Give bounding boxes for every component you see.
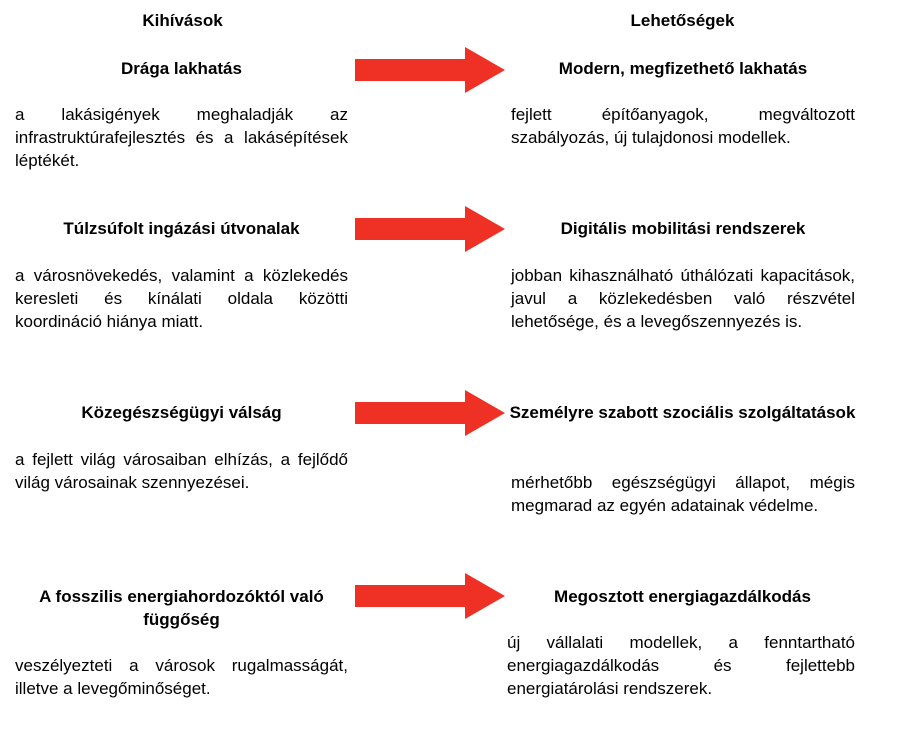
challenge-title: Közegészségügyi válság xyxy=(81,403,282,422)
opportunity-description: jobban kihasználható úthálózati kapacitások, javul a közlekedésben való részvétel lehetősége, és a levegőszennyezés is. xyxy=(511,266,855,331)
opportunity-title: Digitális mobilitási rendszerek xyxy=(560,219,806,238)
challenge-title: A fosszilis energiahordozóktól való függőség xyxy=(39,587,324,629)
arrow-shape xyxy=(355,47,505,93)
opportunities-header: Lehetőségek xyxy=(630,11,735,30)
opportunity-description: fejlett építőanyagok, megváltozott szabályozás, új tulajdonosi modellek. xyxy=(511,105,855,147)
challenge-description: a fejlett világ városaiban elhízás, a fejlődő világ városainak szennyezései. xyxy=(15,450,348,492)
opportunity-description: mérhetőbb egészségügyi állapot, mégis megmarad az egyén adatainak védelme. xyxy=(511,473,855,515)
challenge-title: Drága lakhatás xyxy=(121,59,242,78)
opportunity-description: új vállalati modellek, a fenntartható energiagazdálkodás és fejlettebb energiatárolási rendszerek. xyxy=(507,633,855,698)
arrow-shape xyxy=(355,390,505,436)
arrow-right-icon xyxy=(355,206,505,252)
challenge-description: veszélyezteti a városok rugalmasságát, illetve a levegőminőséget. xyxy=(15,656,348,698)
challenge-title: Túlzsúfolt ingázási útvonalak xyxy=(63,219,300,238)
challenges-header: Kihívások xyxy=(142,11,223,30)
arrow-right-icon xyxy=(355,573,505,619)
arrow-shape xyxy=(355,573,505,619)
challenge-description: a lakásigények meghaladják az infrastruktúrafejlesztés és a lakásépítések léptékét. xyxy=(15,105,348,170)
arrow-right-icon xyxy=(355,47,505,93)
opportunity-title: Személyre szabott szociális szolgáltatások xyxy=(509,403,856,422)
arrow-right-icon xyxy=(355,390,505,436)
arrow-shape xyxy=(355,206,505,252)
opportunity-title: Modern, megfizethető lakhatás xyxy=(558,59,808,78)
opportunity-title: Megosztott energiagazdálkodás xyxy=(554,587,811,606)
challenge-description: a városnövekedés, valamint a közlekedés keresleti és kínálati oldala közötti koordináció hiánya miatt. xyxy=(15,266,348,331)
